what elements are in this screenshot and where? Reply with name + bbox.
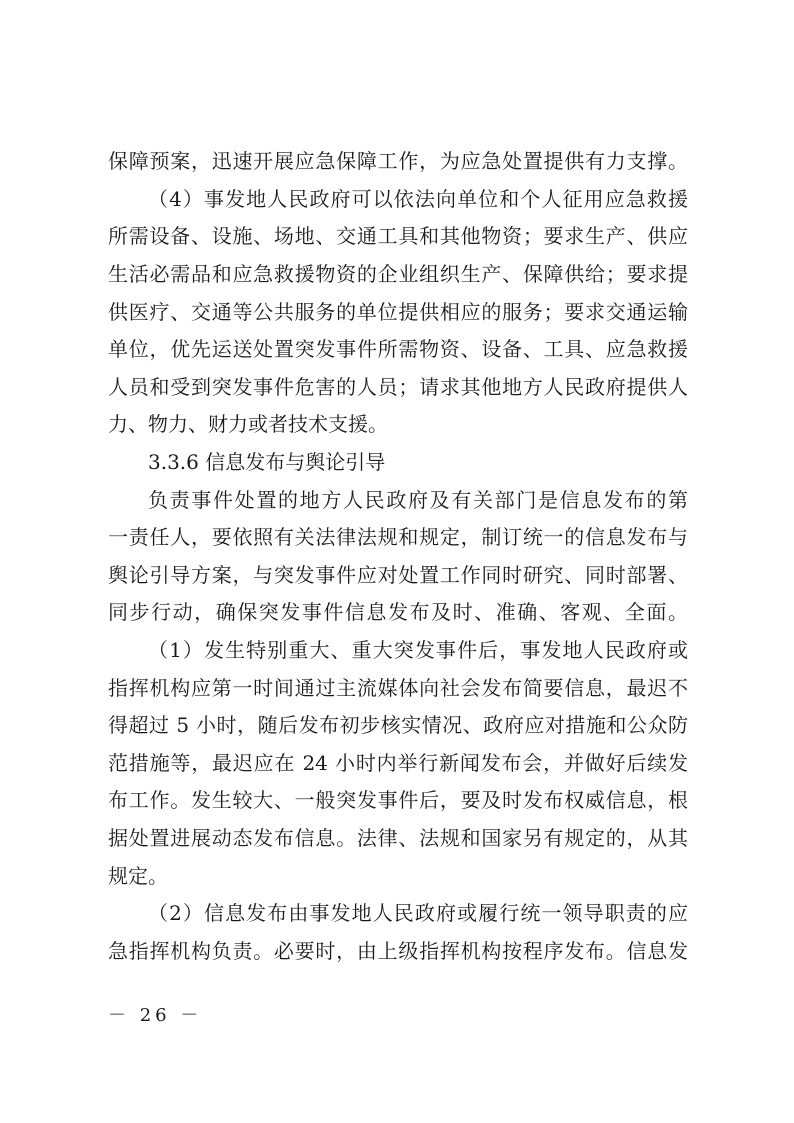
text-line-21: （2）信息发布由事发地人民政府或履行统一领导职责的应: [148, 901, 688, 925]
page-number: － 26 －: [108, 1005, 203, 1026]
text-line-16: 得超过 5 小时，随后发布初步核实情况、政府应对措施和公众防: [108, 713, 688, 737]
text-line-2: （4）事发地人民政府可以依法向单位和个人征用应急救援: [148, 187, 688, 211]
text-line-18: 布工作。发生较大、一般突发事件后，要及时发布权威信息，根: [108, 788, 688, 812]
text-line-22: 急指挥机构负责。必要时，由上级指挥机构按程序发布。信息发: [108, 939, 688, 963]
text-line-7: 人员和受到突发事件危害的人员；请求其他地方人民政府提供人: [108, 375, 688, 399]
text-line-6: 单位，优先运送处置突发事件所需物资、设备、工具、应急救援: [108, 337, 688, 361]
text-line-15: 指挥机构应第一时间通过主流媒体向社会发布简要信息，最迟不: [108, 676, 688, 700]
text-line-17: 范措施等，最迟应在 24 小时内举行新闻发布会，并做好后续发: [108, 751, 688, 775]
section-heading: 3.3.6 信息发布与舆论引导: [148, 450, 386, 474]
text-line-13: 同步行动，确保突发事件信息发布及时、准确、客观、全面。: [108, 600, 688, 624]
text-line-8: 力、物力、财力或者技术支援。: [108, 412, 388, 436]
text-line-12: 舆论引导方案，与突发事件应对处置工作同时研究、同时部署、: [108, 563, 688, 587]
text-line-11: 一责任人，要依照有关法律法规和规定，制订统一的信息发布与: [108, 525, 688, 549]
text-line-4: 生活必需品和应急救援物资的企业组织生产、保障供给；要求提: [108, 262, 688, 286]
text-line-20: 规定。: [108, 864, 168, 888]
text-line-5: 供医疗、交通等公共服务的单位提供相应的服务；要求交通运输: [108, 300, 688, 324]
text-line-14: （1）发生特别重大、重大突发事件后，事发地人民政府或: [148, 638, 688, 662]
text-line-19: 据处置进展动态发布信息。法律、法规和国家另有规定的，从其: [108, 826, 688, 850]
text-line-1: 保障预案，迅速开展应急保障工作，为应急处置提供有力支撑。: [108, 149, 688, 173]
text-line-3: 所需设备、设施、场地、交通工具和其他物资；要求生产、供应: [108, 224, 688, 248]
text-line-10: 负责事件处置的地方人民政府及有关部门是信息发布的第: [148, 488, 688, 512]
